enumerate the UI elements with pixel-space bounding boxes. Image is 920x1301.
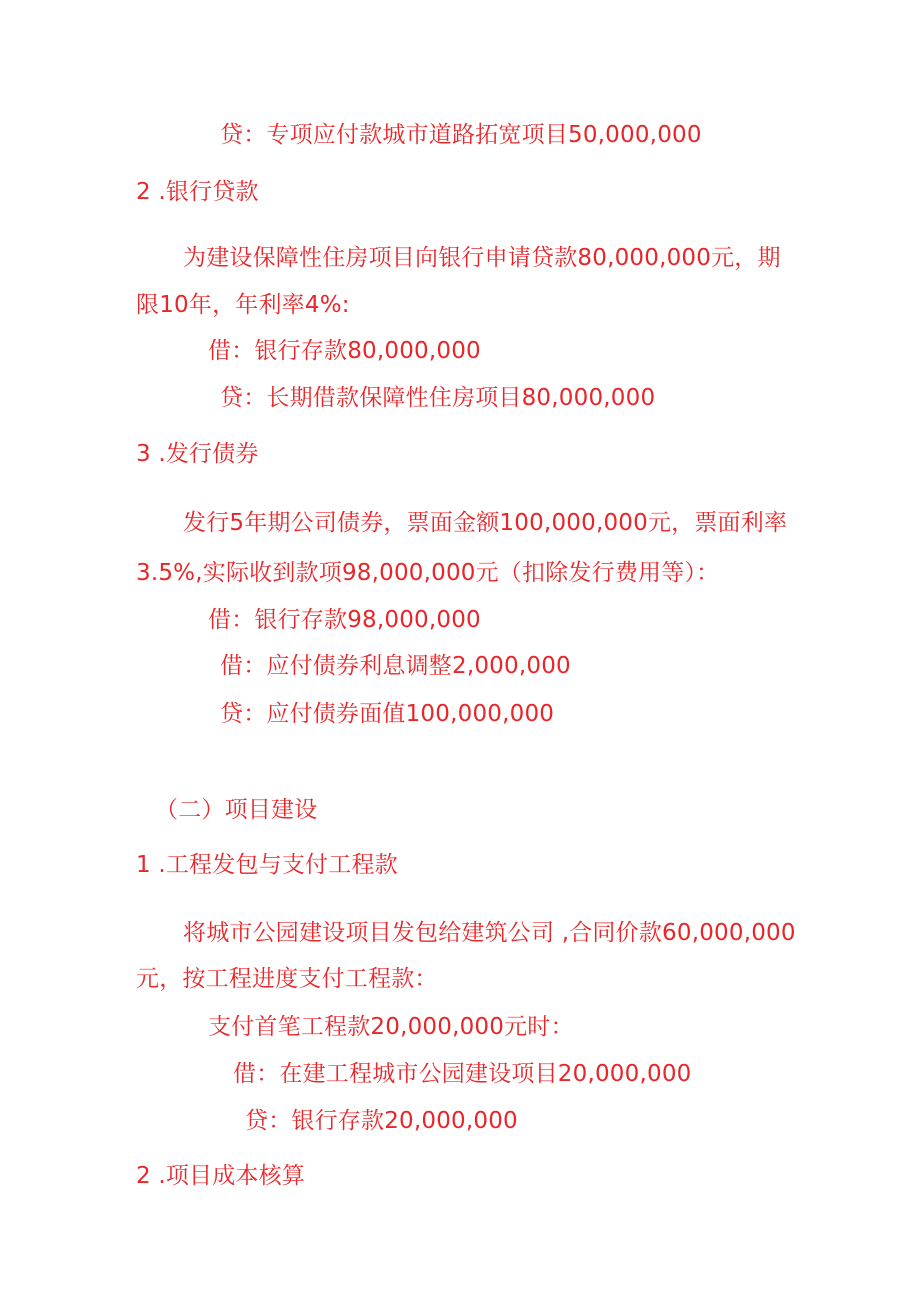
paragraph-text: 为建设保障性住房项目向银行申请贷款80,000,000元，期: [183, 245, 781, 271]
section-heading: 2 .项目成本核算: [136, 1163, 306, 1189]
section-heading: 1 .工程发包与支付工程款: [136, 852, 398, 878]
section-heading: 2 .银行贷款: [136, 179, 259, 205]
paragraph-text: 支付首笔工程款20,000,000元时：: [208, 1014, 574, 1040]
section-heading: 3 .发行债券: [136, 441, 259, 467]
paragraph-text: 限10年，年利率4%:: [136, 292, 350, 318]
chapter-heading: （二）项目建设: [155, 797, 318, 823]
journal-debit-line: 借：银行存款80,000,000: [208, 338, 481, 364]
paragraph-text: 将城市公园建设项目发包给建筑公司 ,合同价款60,000,000: [183, 920, 796, 946]
journal-credit-line: 贷：银行存款20,000,000: [245, 1108, 518, 1134]
journal-debit-line: 借：应付债券利息调整2,000,000: [220, 653, 571, 679]
journal-credit-line: 贷：长期借款保障性住房项目80,000,000: [220, 385, 656, 411]
paragraph-text: 元，按工程进度支付工程款：: [136, 966, 438, 992]
journal-credit-line: 贷：应付债券面值100,000,000: [220, 701, 555, 727]
journal-debit-line: 借：银行存款98,000,000: [208, 607, 481, 633]
paragraph-text: 3.5%,实际收到款项98,000,000元（扣除发行费用等）：: [136, 560, 720, 586]
journal-debit-line: 借：在建工程城市公园建设项目20,000,000: [233, 1061, 692, 1087]
paragraph-text: 发行5年期公司债券，票面金额100,000,000元，票面利率: [183, 510, 788, 536]
journal-credit-line: 贷：专项应付款城市道路拓宽项目50,000,000: [220, 122, 702, 148]
